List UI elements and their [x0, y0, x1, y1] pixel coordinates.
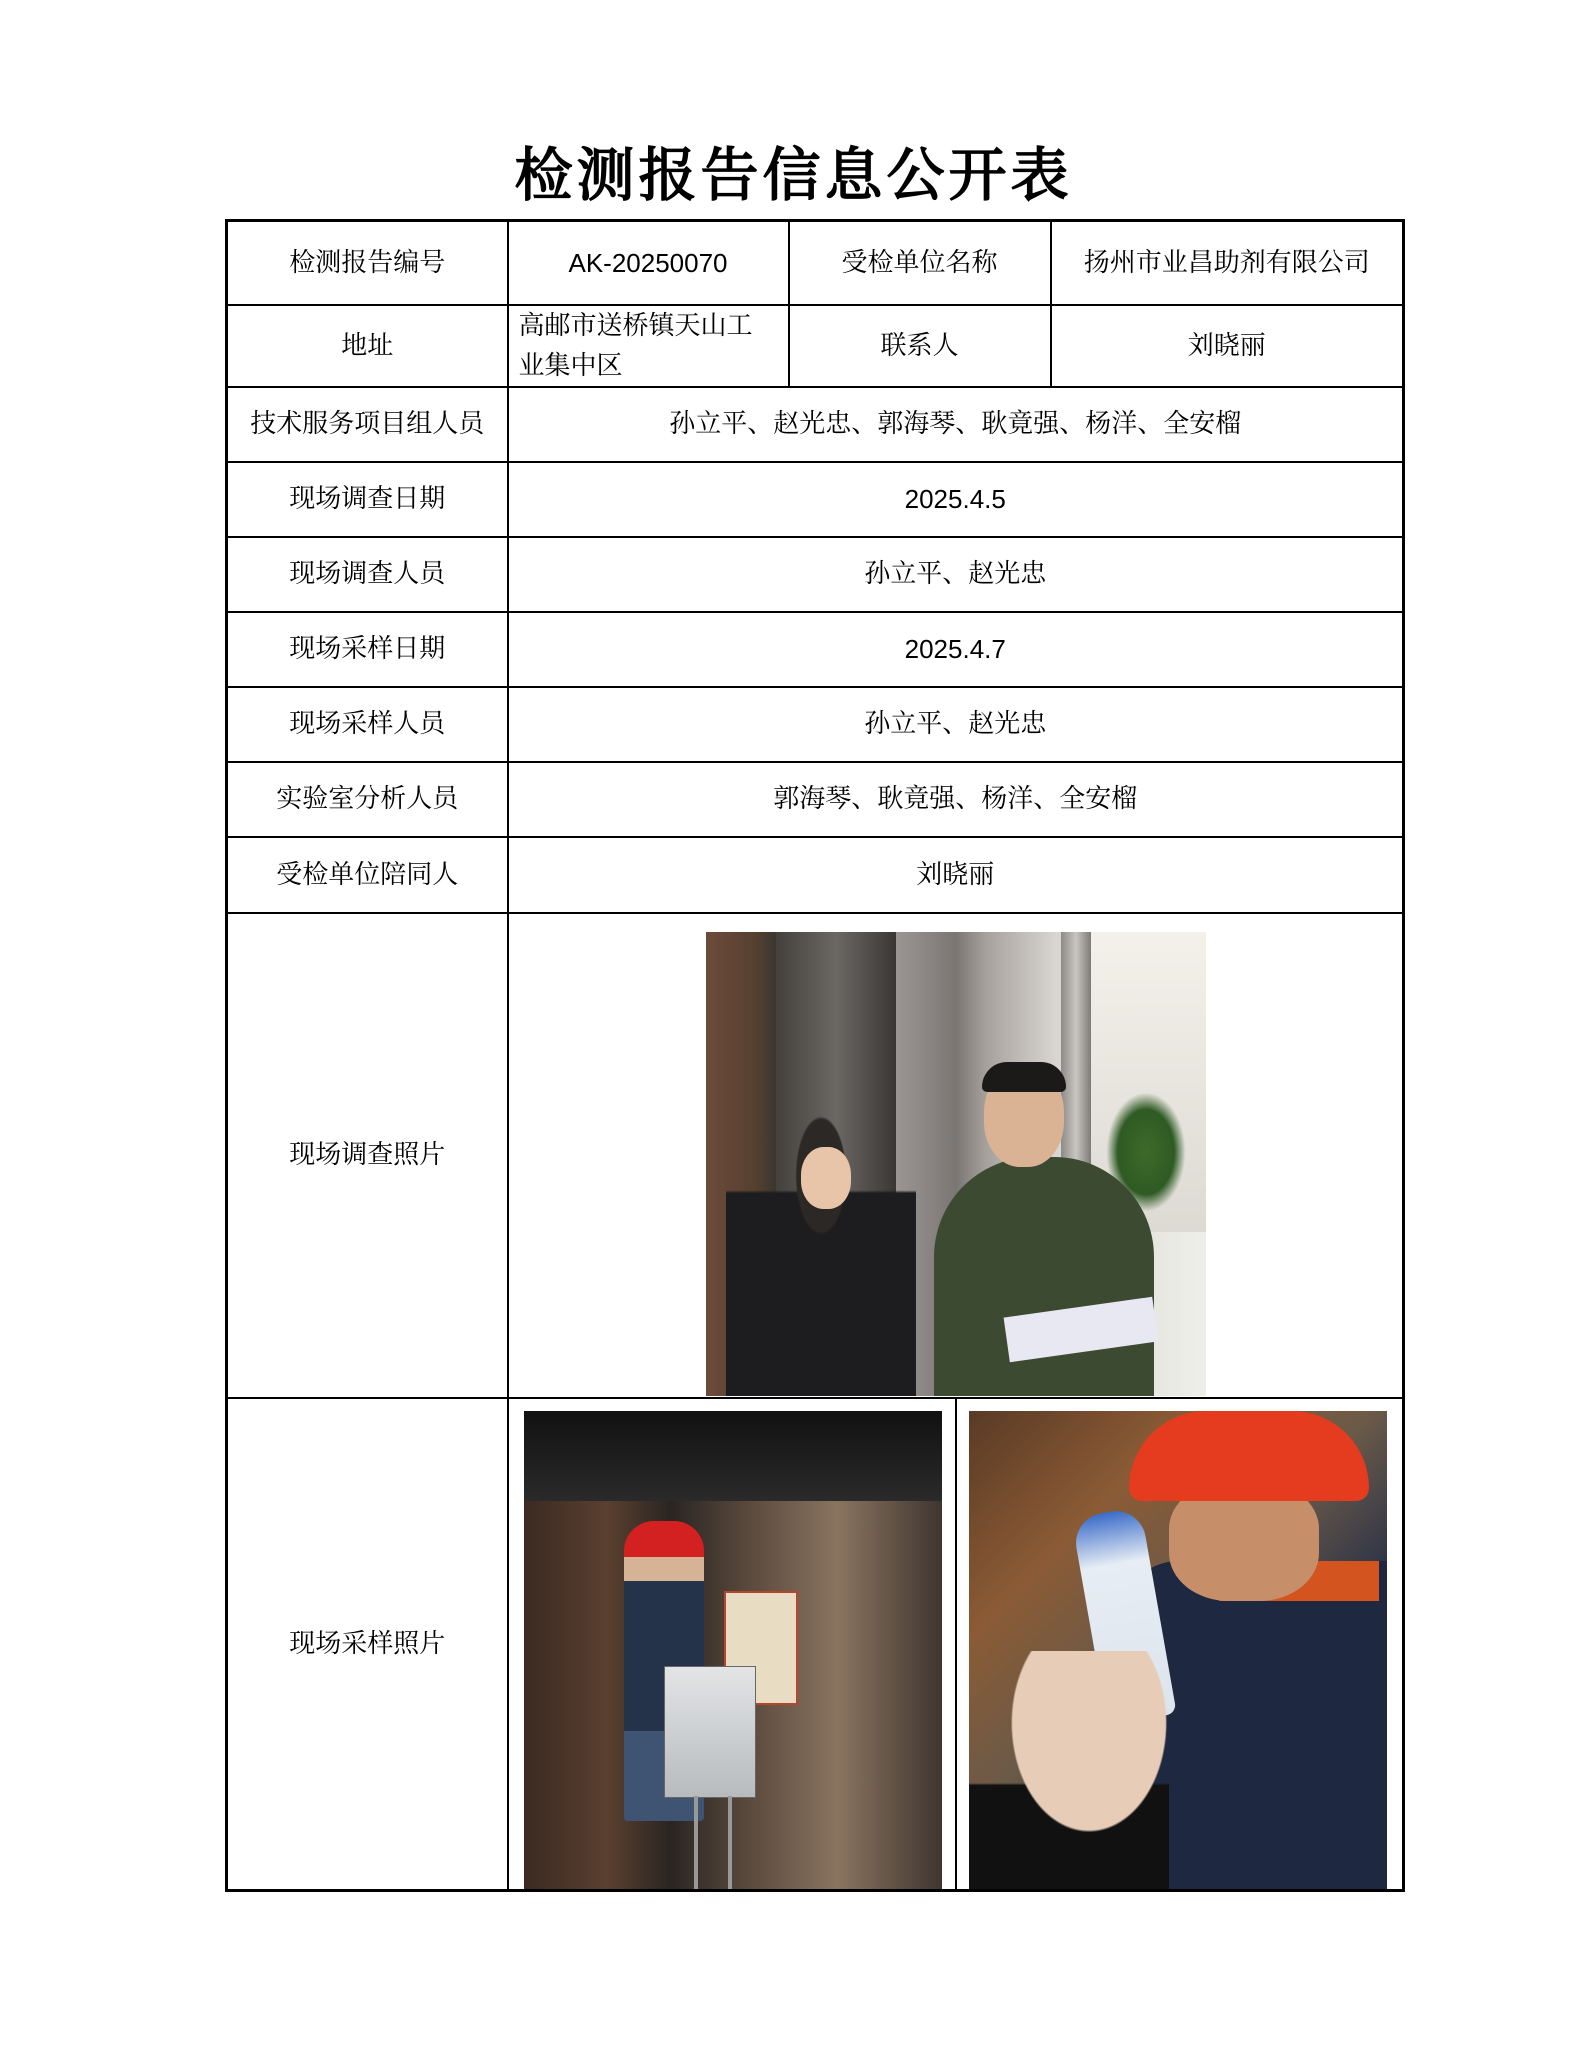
label-project-team: 技术服务项目组人员 [227, 387, 508, 462]
sampling-photo-1 [524, 1411, 942, 1891]
value-project-team: 孙立平、赵光忠、郭海琴、耿竟强、杨洋、全安榴 [508, 387, 1404, 462]
row-project-team [227, 387, 1404, 462]
value-escort: 刘晓丽 [508, 837, 1404, 913]
row-survey-staff [227, 537, 1404, 612]
row-lab-staff [227, 762, 1404, 837]
label-sampling-date: 现场采样日期 [227, 612, 508, 687]
sampling-photo-cell [508, 1398, 1404, 1891]
survey-photo-cell [508, 913, 1404, 1398]
survey-photo [706, 932, 1206, 1396]
label-contact: 联系人 [789, 305, 1051, 387]
value-report-number: AK-20250070 [508, 221, 789, 305]
value-address: 高邮市送桥镇天山工业集中区 [508, 305, 789, 387]
value-lab-staff: 郭海琴、耿竟强、杨洋、全安榴 [508, 762, 1404, 837]
value-contact: 刘晓丽 [1051, 305, 1404, 387]
value-survey-date: 2025.4.5 [508, 462, 1404, 537]
row-sampling-photo [227, 1398, 1404, 1891]
report-info-table [225, 219, 1405, 1892]
row-sampling-date [227, 612, 1404, 687]
row-escort [227, 837, 1404, 913]
value-survey-staff: 孙立平、赵光忠 [508, 537, 1404, 612]
photo-person-woman [726, 1102, 916, 1396]
photo-tripod [694, 1796, 732, 1891]
label-address: 地址 [227, 305, 508, 387]
photo-helmet [1129, 1411, 1369, 1501]
photo-person-man-hair [982, 1062, 1066, 1092]
row-survey-date [227, 462, 1404, 537]
label-lab-staff: 实验室分析人员 [227, 762, 508, 837]
photo-person-man [934, 1157, 1154, 1396]
row-address [227, 305, 1404, 387]
photo-divider [955, 1399, 957, 1891]
row-survey-photo [227, 913, 1404, 1398]
label-unit-name: 受检单位名称 [789, 221, 1051, 305]
label-survey-photo: 现场调查照片 [227, 913, 508, 1398]
label-sampling-photo: 现场采样照片 [227, 1398, 508, 1891]
label-sampling-staff: 现场采样人员 [227, 687, 508, 762]
value-sampling-staff: 孙立平、赵光忠 [508, 687, 1404, 762]
label-survey-staff: 现场调查人员 [227, 537, 508, 612]
sampling-photo-2 [969, 1411, 1387, 1891]
label-survey-date: 现场调查日期 [227, 462, 508, 537]
row-sampling-staff [227, 687, 1404, 762]
value-unit-name: 扬州市业昌助剂有限公司 [1051, 221, 1404, 305]
photo-hand [969, 1651, 1169, 1891]
page-title: 检测报告信息公开表 [514, 141, 1073, 209]
label-report-number: 检测报告编号 [227, 221, 508, 305]
row-report-number [227, 221, 1404, 305]
value-sampling-date: 2025.4.7 [508, 612, 1404, 687]
photo-person-woman-face [801, 1147, 851, 1209]
photo-curtain [524, 1411, 942, 1501]
photo-sampling-device [664, 1666, 756, 1798]
label-escort: 受检单位陪同人 [227, 837, 508, 913]
